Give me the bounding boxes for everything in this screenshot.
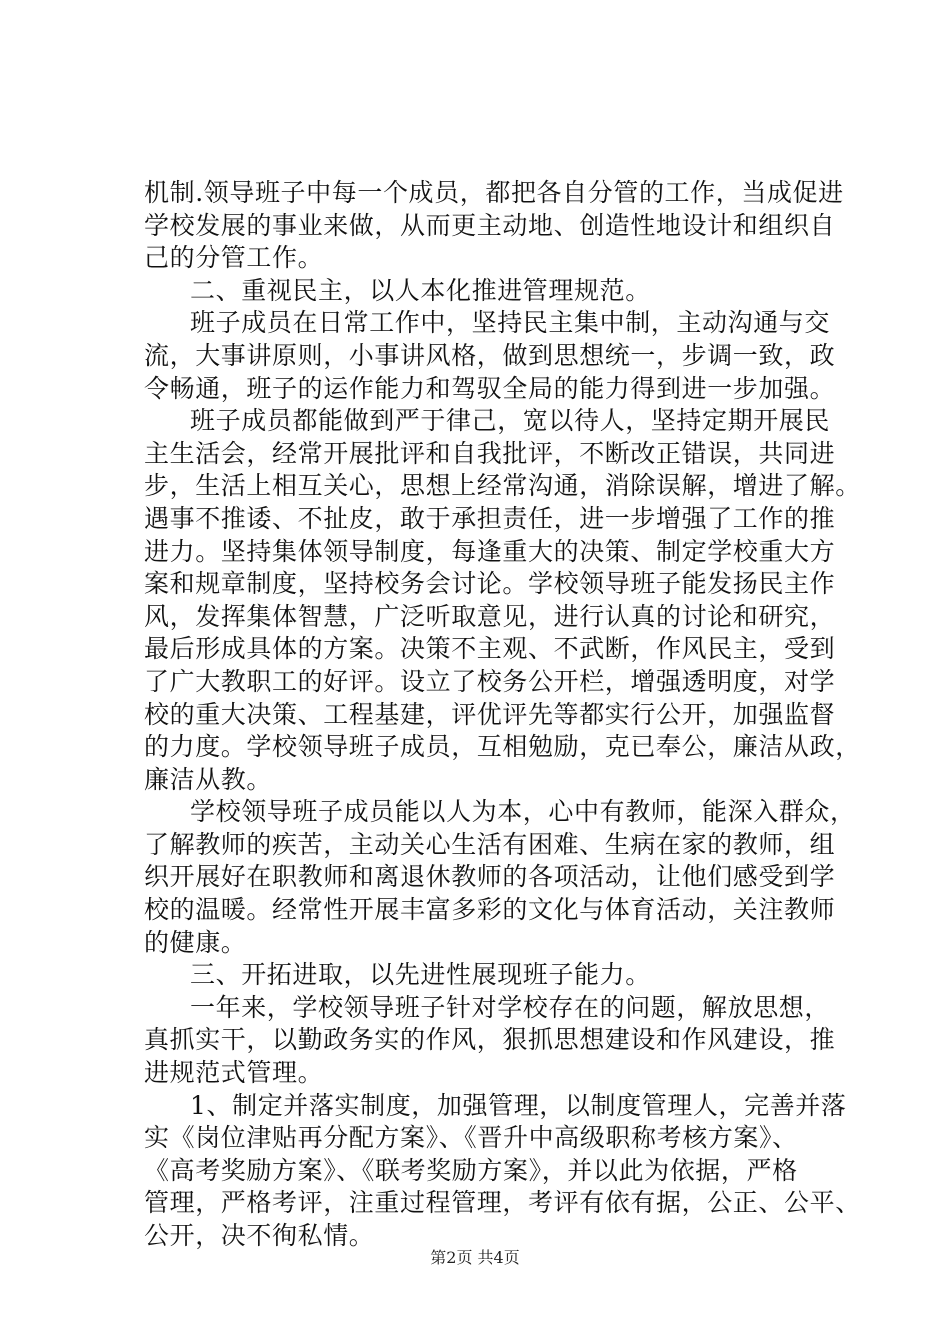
- page-number-footer: 第2页 共4页: [430, 1248, 520, 1267]
- text-line: 实《岗位津贴再分配方案》、《晋升中高级职称考核方案》、: [144, 1123, 798, 1153]
- text-line: 步，生活上相互关心，思想上经常沟通，消除误解，增进了解。: [144, 471, 861, 501]
- text-line: 进力。坚持集体领导制度，每逢重大的决策、制定学校重大方: [144, 536, 836, 566]
- text-line: 的力度。学校领导班子成员，互相勉励，克已奉公，廉洁从政，: [144, 732, 861, 762]
- text-line: 班子成员在日常工作中，坚持民主集中制，主动沟通与交: [190, 308, 831, 338]
- text-line: 校的重大决策、工程基建，评优评先等都实行公开，加强监督: [144, 699, 836, 729]
- text-line: 织开展好在职教师和离退休教师的各项活动，让他们感受到学: [144, 862, 836, 892]
- text-line: 管理，严格考评，注重过程管理，考评有依有据，公正、公平、: [144, 1188, 861, 1218]
- text-line: 令畅通，班子的运作能力和驾驭全局的能力得到进一步加强。: [144, 373, 836, 403]
- text-line: 学校领导班子成员能以人为本，心中有教师，能深入群众，: [190, 797, 856, 827]
- text-line: 风，发挥集体智慧，广泛听取意见，进行认真的讨论和研究，: [144, 601, 836, 631]
- text-line: 《高考奖励方案》、《联考奖励方案》，并以此为依据，严格: [144, 1155, 798, 1185]
- text-line: 最后形成具体的方案。决策不主观、不武断，作风民主，受到: [144, 634, 836, 664]
- text-line: 了广大教职工的好评。设立了校务公开栏，增强透明度，对学: [144, 666, 836, 696]
- text-line: 班子成员都能做到严于律己，宽以待人，坚持定期开展民: [190, 406, 831, 436]
- text-line: 真抓实干，以勤政务实的作风，狠抓思想建设和作风建设，推: [144, 1025, 836, 1055]
- document-body: [144, 177, 861, 1253]
- text-line: 流，大事讲原则，小事讲风格，做到思想统一，步调一致，政: [144, 340, 836, 370]
- text-line: 了解教师的疾苦，主动关心生活有困难、生病在家的教师，组: [144, 829, 836, 859]
- text-line: 公开，决不徇私情。: [144, 1221, 375, 1250]
- text-line: 1、制定并落实制度，加强管理，以制度管理人，完善并落: [190, 1090, 847, 1120]
- text-line: 廉洁从教。: [144, 764, 273, 794]
- text-line: 主生活会，经常开展批评和自我批评，不断改正错误，共同进: [144, 438, 836, 468]
- text-line: 的健康。: [144, 927, 247, 957]
- text-line: 一年来，学校领导班子针对学校存在的问题，解放思想，: [190, 992, 831, 1022]
- text-line: 校的温暖。经常性开展丰富多彩的文化与体育活动，关注教师: [144, 895, 836, 925]
- text-line: 遇事不推诿、不扯皮，敢于承担责任，进一步增强了工作的推: [144, 503, 836, 533]
- section-heading: 二、重视民主，以人本化推进管理规范。: [190, 275, 651, 305]
- section-heading: 三、开拓进取，以先进性展现班子能力。: [190, 960, 651, 990]
- text-line: 己的分管工作。: [144, 243, 324, 273]
- text-line: 学校发展的事业来做，从而更主动地、创造性地设计和组织自: [144, 210, 836, 240]
- text-line: 案和规章制度，坚持校务会讨论。学校领导班子能发扬民主作: [144, 569, 836, 599]
- text-line: 进规范式管理。: [144, 1058, 324, 1088]
- text-line: 机制.领导班子中每一个成员，都把各自分管的工作，当成促进: [144, 178, 844, 207]
